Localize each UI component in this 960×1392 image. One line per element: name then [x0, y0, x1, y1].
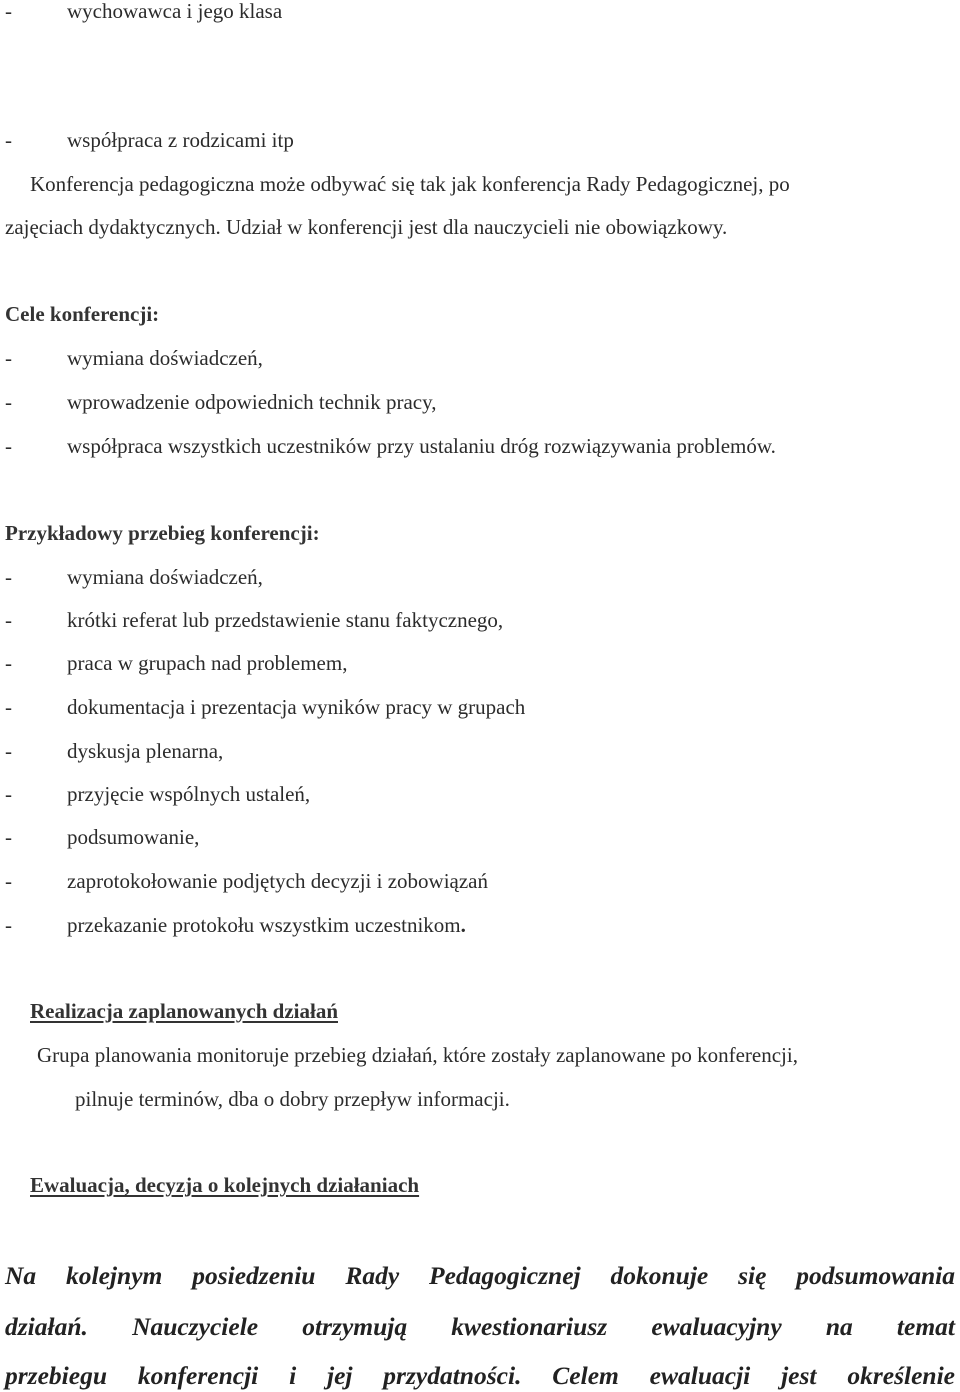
- evaluation-paragraph-line: Na kolejnym posiedzeniu Rady Pedagogicznej dokonuje się podsumowania: [5, 1261, 955, 1290]
- list-item-text: dyskusja plenarna,: [67, 739, 224, 763]
- list-dash: -: [5, 608, 12, 632]
- list-item-text: dokumentacja i prezentacja wyników pracy w grupach: [67, 695, 526, 719]
- list-item-text: wychowawca i jego klasa: [67, 0, 283, 23]
- course-heading: Przykładowy przebieg konferencji:: [5, 521, 320, 545]
- evaluation-paragraph-line: działań. Nauczyciele otrzymują kwestionariusz ewaluacyjny na temat: [5, 1312, 955, 1341]
- realization-line-1: Grupa planowania monitoruje przebieg działań, które zostały zaplanowane po konferencji,: [37, 1043, 798, 1067]
- list-dash: -: [5, 739, 12, 763]
- list-dash: -: [5, 913, 12, 937]
- list-dash: -: [5, 434, 12, 458]
- list-dash: -: [5, 565, 12, 589]
- evaluation-heading: Ewaluacja, decyzja o kolejnych działaniach: [30, 1173, 420, 1197]
- intro-line-1: Konferencja pedagogiczna może odbywać się tak jak konferencja Rady Pedagogicznej, po: [30, 172, 790, 196]
- intro-line-2: zajęciach dydaktycznych. Udział w konferencji jest dla nauczycieli nie obowiązkowy.: [5, 215, 728, 239]
- list-item-text: praca w grupach nad problemem,: [67, 651, 348, 675]
- list-dash: -: [5, 695, 12, 719]
- list-item-text: wprowadzenie odpowiednich technik pracy,: [67, 390, 437, 414]
- list-dash: -: [5, 390, 12, 414]
- realization-line-2: pilnuje terminów, dba o dobry przepływ informacji.: [75, 1087, 510, 1111]
- list-dash: -: [5, 128, 12, 152]
- list-item-text: wymiana doświadczeń,: [67, 346, 263, 370]
- list-item-text: współpraca wszystkich uczestników przy ustalaniu dróg rozwiązywania problemów.: [67, 434, 776, 458]
- realization-heading: Realizacja zaplanowanych działań: [30, 999, 338, 1023]
- list-dash: -: [5, 0, 12, 23]
- list-item-text-body: przekazanie protokołu wszystkim uczestnikom: [67, 913, 461, 937]
- list-dash: -: [5, 346, 12, 370]
- list-item-text: przyjęcie wspólnych ustaleń,: [67, 782, 311, 806]
- evaluation-paragraph-line: przebiegu konferencji i jej przydatności. Celem ewaluacji jest określenie: [5, 1361, 955, 1390]
- list-dash: -: [5, 782, 12, 806]
- list-dash: -: [5, 869, 12, 893]
- list-dash: -: [5, 825, 12, 849]
- list-item-text: współpraca z rodzicami itp: [67, 128, 294, 152]
- list-item-text: wymiana doświadczeń,: [67, 565, 263, 589]
- list-item-period: .: [460, 913, 466, 937]
- goals-heading: Cele konferencji:: [5, 302, 160, 326]
- list-item-text: podsumowanie,: [67, 825, 200, 849]
- list-item-text: krótki referat lub przedstawienie stanu faktycznego,: [67, 608, 504, 632]
- list-item-text: [67, 912, 466, 938]
- list-dash: -: [5, 651, 12, 675]
- list-item-text: zaprotokołowanie podjętych decyzji i zobowiązań: [67, 869, 489, 893]
